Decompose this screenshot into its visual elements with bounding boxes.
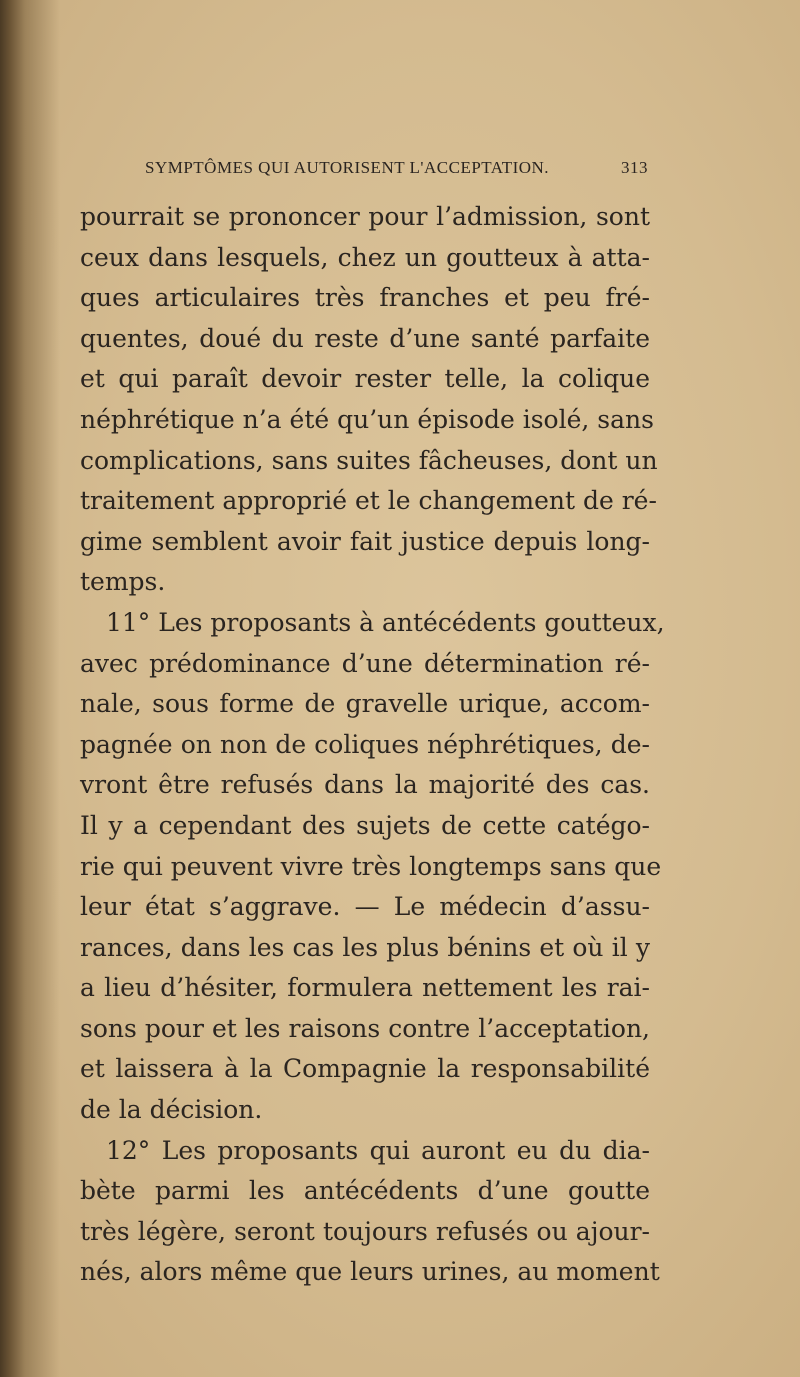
text-line: bète parmi les antécédents d’une goutte (80, 1176, 650, 1206)
text-line: pourrait se prononcer pour l’admission, sont (80, 202, 650, 231)
text-line: leur état s’aggrave. — Le médecin d’assu- (80, 892, 650, 922)
text-line: rances, dans les cas les plus bénins et où il y (80, 932, 650, 962)
text-line: a lieu d’hésiter, formulera nettement les rai- (80, 973, 650, 1003)
text-line: très légère, seront toujours refusés ou ajour- (80, 1216, 650, 1246)
text-line: vront être refusés dans la majorité des cas. (80, 770, 650, 800)
text-line: de la décision. (80, 1095, 263, 1125)
page-number: 313 (621, 158, 648, 177)
text-line: ceux dans lesquels, chez un goutteux à atta- (80, 242, 650, 272)
book-binding-shadow (0, 0, 60, 1377)
text-line: traitement approprié et le changement de ré- (80, 486, 657, 516)
text-line: quentes, doué du reste d’une santé parfaite (80, 323, 650, 353)
text-line: pagnée on non de coliques néphrétiques, de- (80, 729, 650, 759)
text-line: rie qui peuvent vivre très longtemps sans que (80, 851, 662, 881)
text-line: temps. (80, 567, 166, 597)
text-line: nale, sous forme de gravelle urique, accom- (80, 689, 650, 719)
text-line: et qui paraît devoir rester telle, la colique (80, 364, 650, 394)
text-line: ques articulaires très franches et peu fré- (80, 283, 650, 313)
text-line: avec prédominance d’une détermination ré- (80, 648, 650, 678)
text-line: complications, sans suites fâcheuses, dont un (80, 445, 658, 475)
text-line: Il y a cependant des sujets de cette catégo- (80, 810, 650, 840)
running-title: SYMPTÔMES QUI AUTORISENT L'ACCEPTATION. (145, 158, 550, 177)
paragraph-start-line: 11° Les proposants à antécédents goutteux, (106, 607, 665, 637)
page-header (145, 158, 648, 188)
text-line: néphrétique n’a été qu’un épisode isolé, sans (80, 404, 654, 434)
text-line: sons pour et les raisons contre l’acceptation, (80, 1013, 650, 1043)
paragraph-start-line: 12° Les proposants qui auront eu du dia- (106, 1135, 650, 1165)
body-text (80, 197, 665, 1293)
text-line: et laissera à la Compagnie la responsabilité (80, 1054, 650, 1084)
text-line: nés, alors même que leurs urines, au moment (80, 1257, 660, 1287)
text-line: gime semblent avoir fait justice depuis long- (80, 526, 650, 556)
